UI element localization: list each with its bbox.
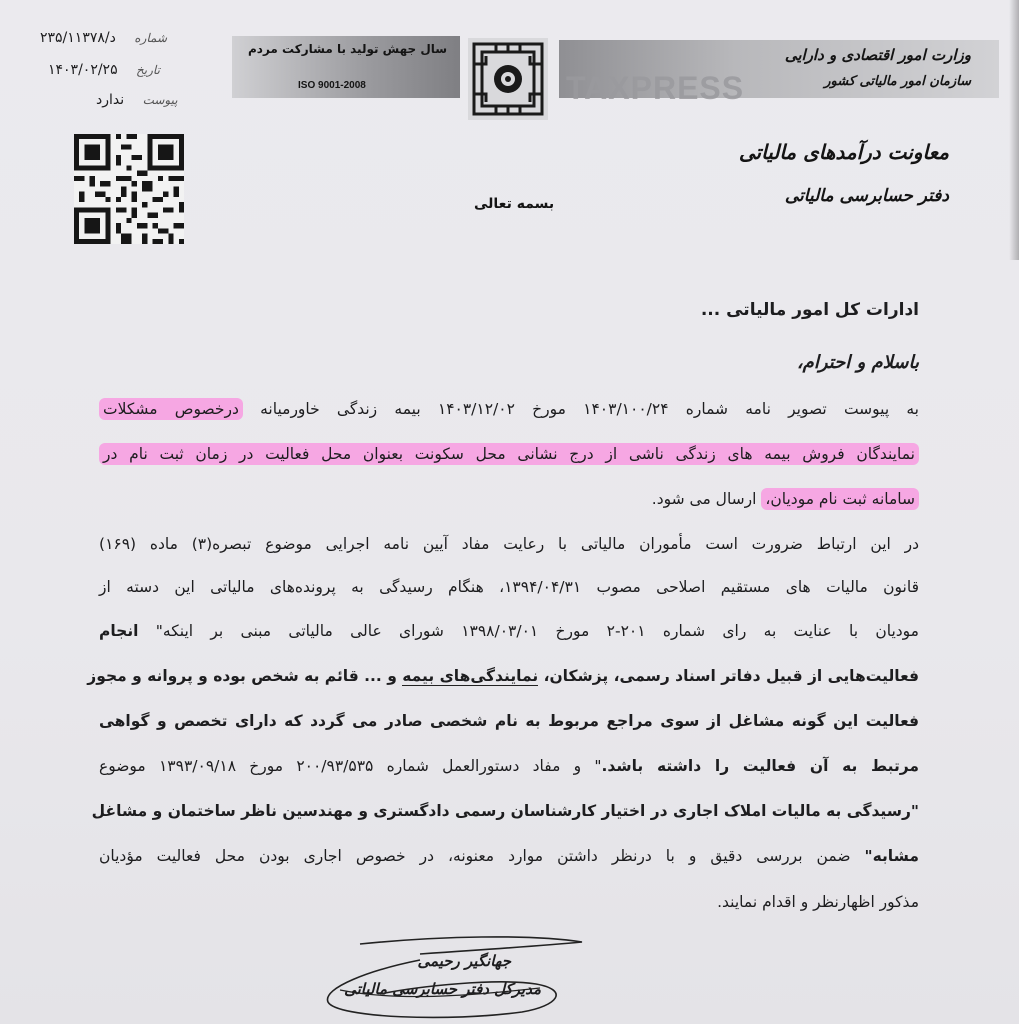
paragraph2-line5: فعالیت این گونه مشاغل از سوی مراجع مربوط به نام شخصی صادر می گردد که دارای تخصص و گواهی (99, 712, 919, 730)
paragraph2-line3 (99, 622, 919, 640)
paragraph2-line8 (99, 847, 919, 865)
p2-line4-text-a: فعالیت‌هایی از قبیل دفاتر اسناد رسمی، پزشکان، (538, 667, 919, 685)
letter-number: د/۲۳۵/۱۱۳۷۸ (40, 30, 116, 46)
number-label: شماره (134, 31, 168, 45)
letter-date-row (48, 62, 160, 78)
p2-line4-underlined: نمایندگی‌های بیمه (402, 667, 539, 685)
attachment-label: پیوست (142, 93, 178, 107)
p2-line4-text-b: و ... قائم به شخص بوده و پروانه و مجوز (87, 667, 403, 685)
letter-date: ۱۴۰۳/۰۲/۲۵ (48, 62, 118, 78)
recipient-line: ادارات کل امور مالیاتی ... (700, 300, 919, 320)
paragraph2-line2: قانون مالیات های مستقیم اصلاحی مصوب ۱۳۹۴/۰۴/۳۱، هنگام رسیدگی به پرونده‌های مالیاتی این دسته از (99, 578, 919, 596)
p2-line8-text: ضمن بررسی دقیق و با درنظر داشتن موارد معنونه، در خصوص اجاری بودن محل فعالیت مؤدیان (99, 847, 865, 865)
taxpress-watermark: TAXPRESS (566, 70, 745, 106)
paragraph1-line1 (99, 400, 919, 418)
p1-line1-highlight: درخصوص مشکلات (99, 398, 243, 420)
iso-label: ISO 9001-2008 (298, 80, 366, 91)
organization-name: سازمان امور مالیاتی کشور (824, 74, 971, 89)
paragraph2-line4 (87, 667, 919, 685)
p2-line6-bold: مرتبط به آن فعالیت را داشته باشد. (601, 757, 920, 775)
deputy-title: معاونت درآمدهای مالیاتی (738, 140, 949, 164)
signer-title: مدیرکل دفتر حسابرسی مالیاتی (344, 980, 541, 998)
paragraph2-line1: در این ارتباط ضرورت است مأموران مالیاتی با رعایت مفاد آیین نامه اجرایی موضوع تبصره(۳) ماده (۱۶۹) (99, 535, 919, 553)
paragraph2-line6 (99, 757, 919, 775)
p1-line1-text: به پیوست تصویر نامه شماره ۱۴۰۳/۱۰۰/۲۴ مورخ ۱۴۰۳/۱۲/۰۲ بیمه زندگی خاورمیانه (242, 400, 919, 418)
signer-name: جهانگیر رحیمی (417, 952, 511, 970)
attachment-value: ندارد (96, 92, 125, 108)
ministry-name: وزارت امور اقتصادی و دارایی (784, 46, 971, 64)
page-edge-shadow (1009, 0, 1019, 260)
p1-line3-text: ارسال می شود. (651, 490, 762, 508)
year-slogan: سال جهش تولید با مشارکت مردم (248, 42, 448, 56)
handwritten-signature (300, 930, 600, 1024)
greeting-line: باسلام و احترام، (796, 352, 919, 373)
qr-code (66, 134, 192, 244)
letter-number-row (40, 30, 167, 46)
p2-line6-text: " و مفاد دستورالعمل شماره ۲۰۰/۹۳/۵۳۵ مورخ ۱۳۹۳/۰۹/۱۸ موضوع (99, 757, 602, 775)
paragraph1-line3 (652, 490, 919, 508)
tax-organization-emblem-icon (466, 36, 550, 122)
paragraph2-line9: مذکور اظهارنظر و اقدام نمایند. (717, 893, 919, 911)
paragraph1-line2 (99, 445, 919, 463)
paragraph2-line7: "رسیدگی به مالیات املاک اجاری در اختیار کارشناسان رسمی دادگستری و مهندسین ناظر ساختمان و مشاغل (91, 802, 919, 820)
p2-line8-bold: مشابه" (864, 847, 919, 865)
bismillah-heading: بسمه تعالی (474, 196, 555, 212)
attachment-row (96, 92, 178, 108)
p2-line3-text: مودیان با عنایت به رای شماره ۲۰۱-۲ مورخ ۱۳۹۸/۰۳/۰۱ شورای عالی مالیاتی مبنی بر اینکه" (155, 622, 919, 640)
p2-line3-bold: انجام (99, 622, 139, 640)
office-title: دفتر حسابرسی مالیاتی (784, 186, 949, 206)
date-label: تاریخ (136, 63, 160, 77)
p1-line2-highlight: نمایندگان فروش بیمه های زندگی ناشی از درج نشانی محل سکونت بعنوان محل فعالیت در زمان ثبت نام در (99, 443, 919, 465)
p1-line3-highlight: سامانه ثبت نام مودیان، (761, 488, 919, 510)
